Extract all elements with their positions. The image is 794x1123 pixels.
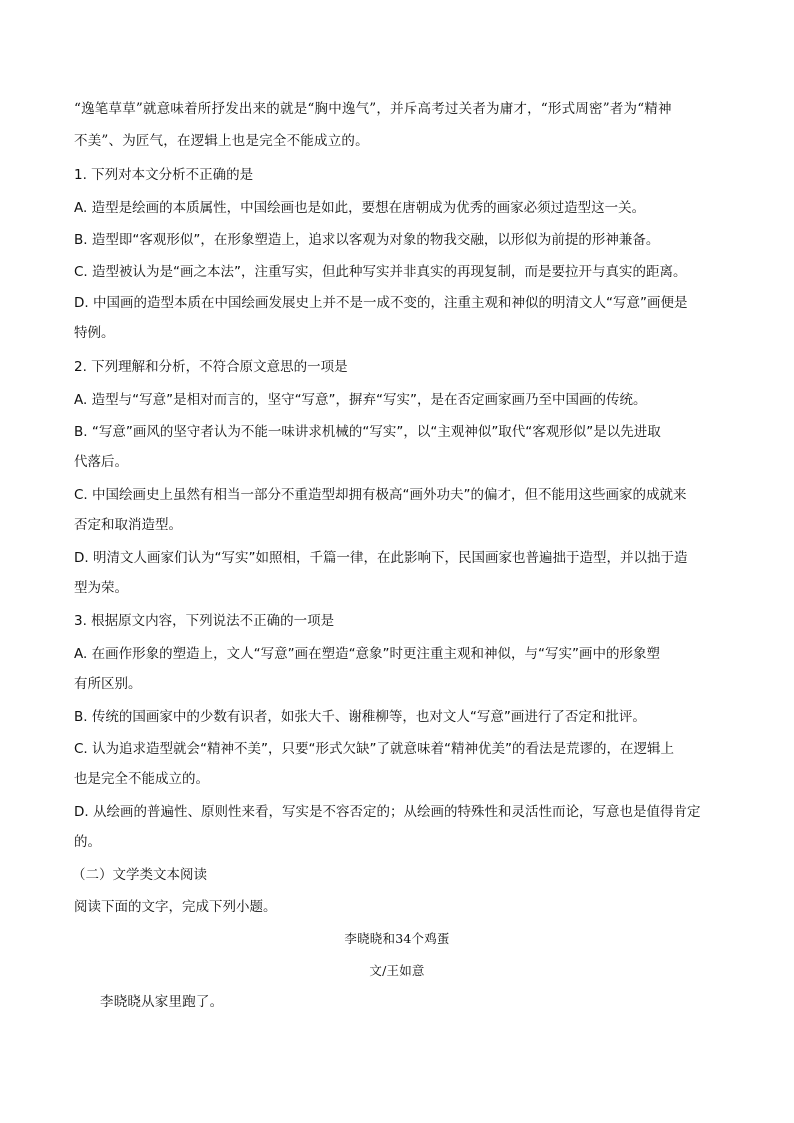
section-instruction: 阅读下面的文字，完成下列小题。 xyxy=(74,899,277,915)
question-1-stem: 1. 下列对本文分析不正确的是 xyxy=(74,167,254,183)
question-2-option-a: A. 造型与“写意”是相对而言的，坚守“写意”，摒弃“写实”，是在否定画家画乃至中国画的传统。 xyxy=(74,392,647,408)
story-first-line: 李晓晓从家里跑了。 xyxy=(100,994,224,1010)
question-1-option-c: C. 造型被认为是“画之本法”，注重写实，但此种写实并非真实的再现复制，而是要拉开与真实的距离。 xyxy=(74,264,687,280)
story-title: 李晓晓和34个鸡蛋 xyxy=(344,931,450,946)
question-3-option-c-line-1: C. 认为追求造型就会“精神不美”，只要“形式欠缺”了就意味着“精神优美”的看法是荒谬的，在逻辑上 xyxy=(74,741,674,757)
question-3-stem: 3. 根据原文内容，下列说法不正确的一项是 xyxy=(74,613,335,629)
question-1-option-b: B. 造型即“客观形似”，在形象塑造上，追求以客观为对象的物我交融，以形似为前提的形神兼备。 xyxy=(74,232,660,248)
intro-line-2: 不美”、为匠气，在逻辑上也是完全不能成立的。 xyxy=(74,133,369,149)
question-2-stem: 2. 下列理解和分析，不符合原文意思的一项是 xyxy=(74,359,348,375)
question-1-option-d-line-2: 特例。 xyxy=(74,325,115,341)
question-1-option-a: A. 造型是绘画的本质属性，中国绘画也是如此，要想在唐朝成为优秀的画家必须过造型这一关。 xyxy=(74,200,646,216)
question-2-option-d-line-2: 型为荣。 xyxy=(74,580,128,596)
question-1-option-d-line-1: D. 中国画的造型本质在中国绘画发展史上并不是一成不变的，注重主观和神似的明清文人“写意”画便是 xyxy=(74,295,688,311)
question-3-option-b: B. 传统的国画家中的少数有识者，如张大千、谢稚柳等，也对文人“写意”画进行了否定和批评。 xyxy=(74,709,646,725)
question-3-option-c-line-2: 也是完全不能成立的。 xyxy=(74,771,209,787)
question-3-option-d-line-1: D. 从绘画的普遍性、原则性来看，写实是不容否定的；从绘画的特殊性和灵活性而论，写意也是值得肯定 xyxy=(74,804,701,820)
intro-line-1: “逸笔草草”就意味着所抒发出来的就是“胸中逸气”，并斥高考过关者为庸才，“形式周密”者为“精神 xyxy=(74,101,672,117)
section-heading: （二）文学类文本阅读 xyxy=(72,867,207,883)
question-2-option-b-line-2: 代落后。 xyxy=(74,454,128,470)
question-2-option-d-line-1: D. 明清文人画家们认为“写实”如照相，千篇一律，在此影响下，民国画家也普遍拙于造型，并以拙于造 xyxy=(74,550,688,566)
question-3-option-d-line-2: 的。 xyxy=(74,834,101,850)
question-3-option-a-line-2: 有所区别。 xyxy=(74,676,142,692)
question-2-option-b-line-1: B. “写意”画风的坚守者认为不能一味讲求机械的“写实”，以“主观神似”取代“客观形似”是以先进取 xyxy=(74,424,661,440)
question-2-option-c-line-2: 否定和取消造型。 xyxy=(74,517,182,533)
story-author: 文/王如意 xyxy=(369,963,425,978)
question-3-option-a-line-1: A. 在画作形象的塑造上，文人“写意”画在塑造“意象”时更注重主观和神似，与“写实”画中的形象塑 xyxy=(74,646,661,662)
question-2-option-c-line-1: C. 中国绘画史上虽然有相当一部分不重造型却拥有极高“画外功夫”的偏才，但不能用这些画家的成就来 xyxy=(74,487,687,503)
